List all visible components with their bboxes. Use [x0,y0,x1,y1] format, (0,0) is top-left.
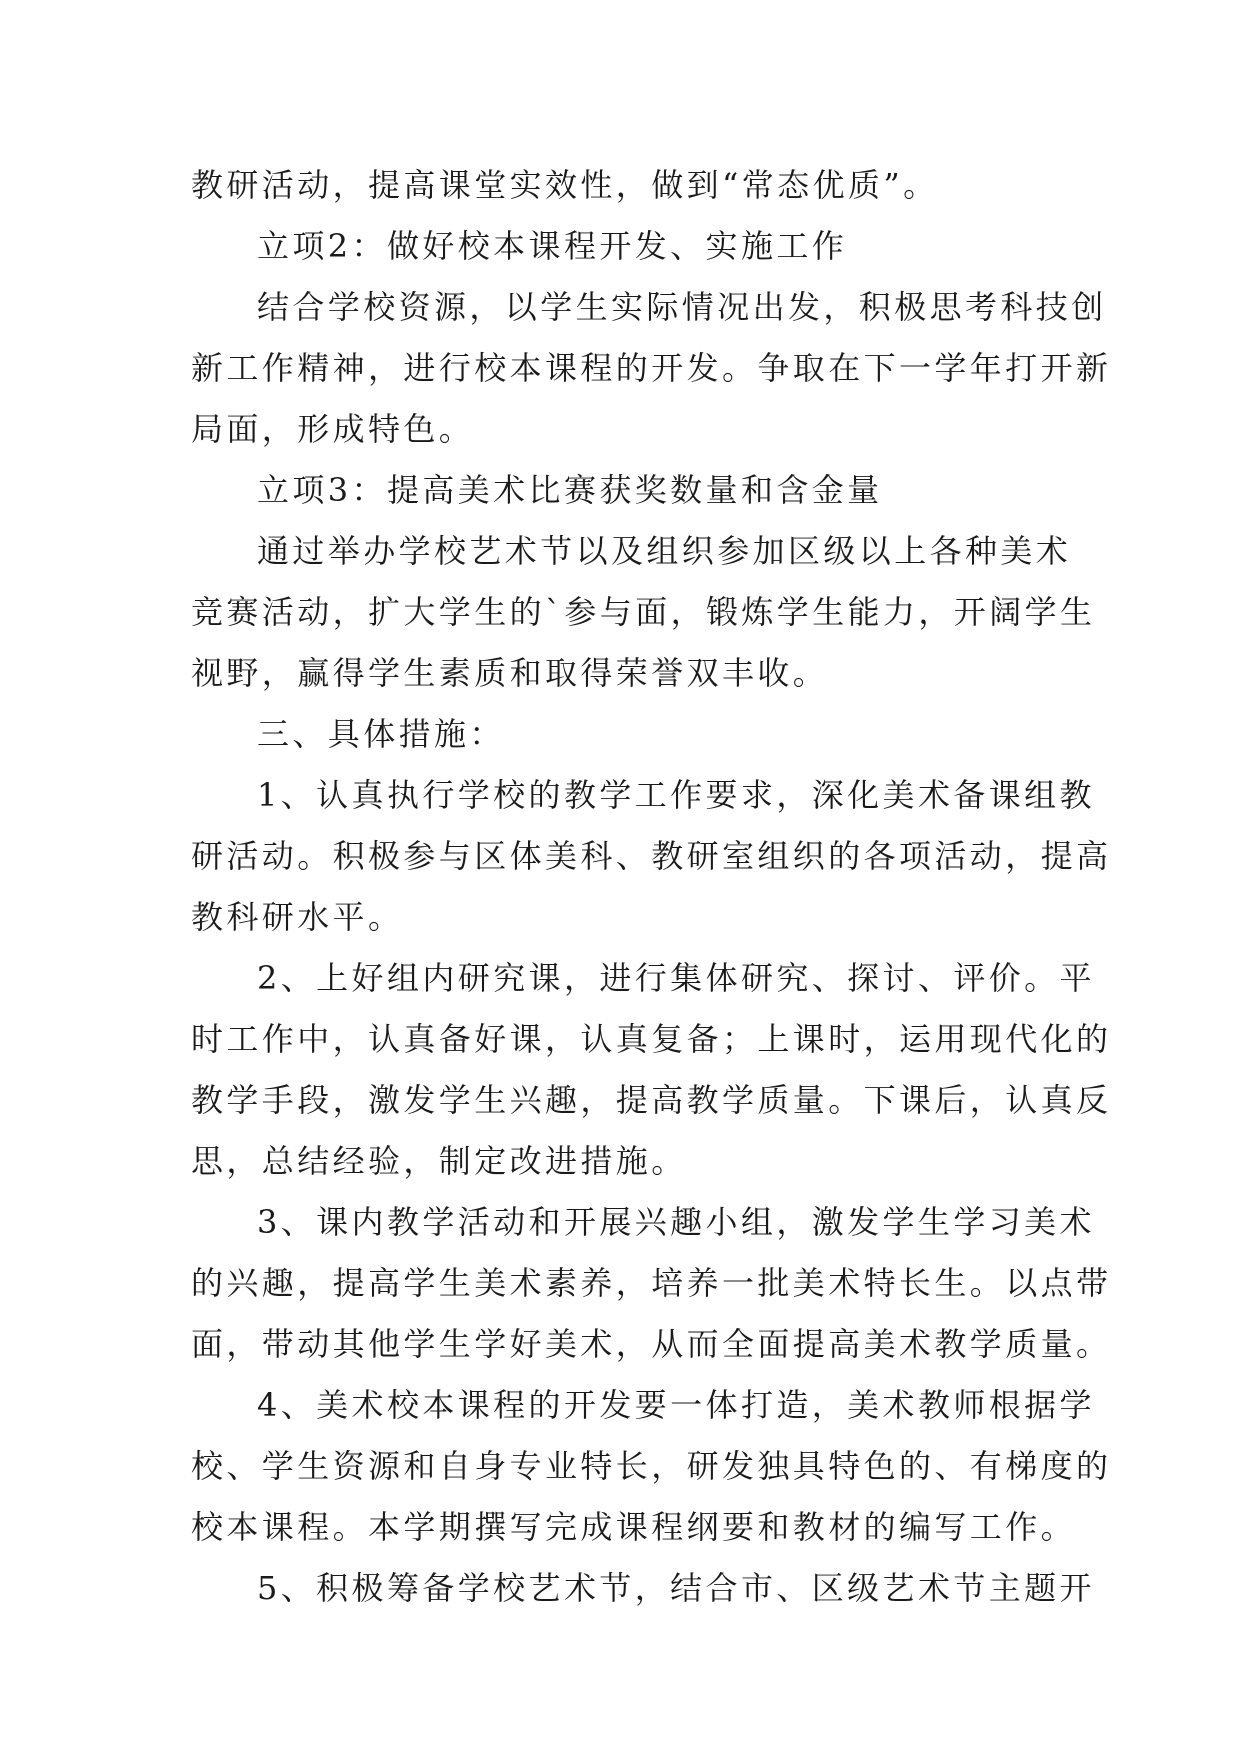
text-line: 时工作中，认真备好课，认真复备；上课时，运用现代化的 [191,1020,1112,1058]
section-heading: 三、具体措施： [257,715,505,753]
text-line: 的兴趣，提高学生美术素养，培养一批美术特长生。以点带 [191,1264,1112,1302]
text-line: 竞赛活动，扩大学生的`参与面，锻炼学生能力，开阔学生 [191,593,1096,631]
text-line: 教研活动，提高课堂实效性，做到“常态优质”。 [191,166,939,204]
text-line: 新工作精神，进行校本课程的开发。争取在下一学年打开新 [191,349,1112,387]
text-line: 5、积极筹备学校艺术节，结合市、区级艺术节主题开 [257,1569,1095,1607]
text-line: 面，带动其他学生学好美术，从而全面提高美术教学质量。 [191,1325,1112,1363]
text-line: 通过举办学校艺术节以及组织参加区级以上各种美术 [257,532,1072,570]
text-line: 3、课内教学活动和开展兴趣小组，激发学生学习美术 [257,1203,1095,1241]
text-line: 视野，赢得学生素质和取得荣誉双丰收。 [191,654,829,692]
text-line: 教学手段，激发学生兴趣，提高教学质量。下课后，认真反 [191,1081,1112,1119]
text-line: 2、上好组内研究课，进行集体研究、探讨、评价。平 [257,959,1095,997]
text-line: 4、美术校本课程的开发要一体打造，美术教师根据学 [257,1386,1095,1424]
text-line: 校本课程。本学期撰写完成课程纲要和教材的编写工作。 [191,1508,1077,1546]
project-heading: 立项2：做好校本课程开发、实施工作 [257,227,848,265]
text-line: 结合学校资源，以学生实际情况出发，积极思考科技创 [257,288,1107,326]
text-line: 校、学生资源和自身专业特长，研发独具特色的、有梯度的 [191,1447,1112,1485]
text-line: 1、认真执行学校的教学工作要求，深化美术备课组教 [257,776,1095,814]
text-line: 思，总结经验，制定改进措施。 [191,1142,687,1180]
text-line: 局面，形成特色。 [191,410,475,448]
text-line: 研活动。积极参与区体美科、教研室组织的各项活动，提高 [191,837,1112,875]
text-line: 教科研水平。 [191,898,404,936]
project-heading: 立项3：提高美术比赛获奖数量和含金量 [257,471,883,509]
